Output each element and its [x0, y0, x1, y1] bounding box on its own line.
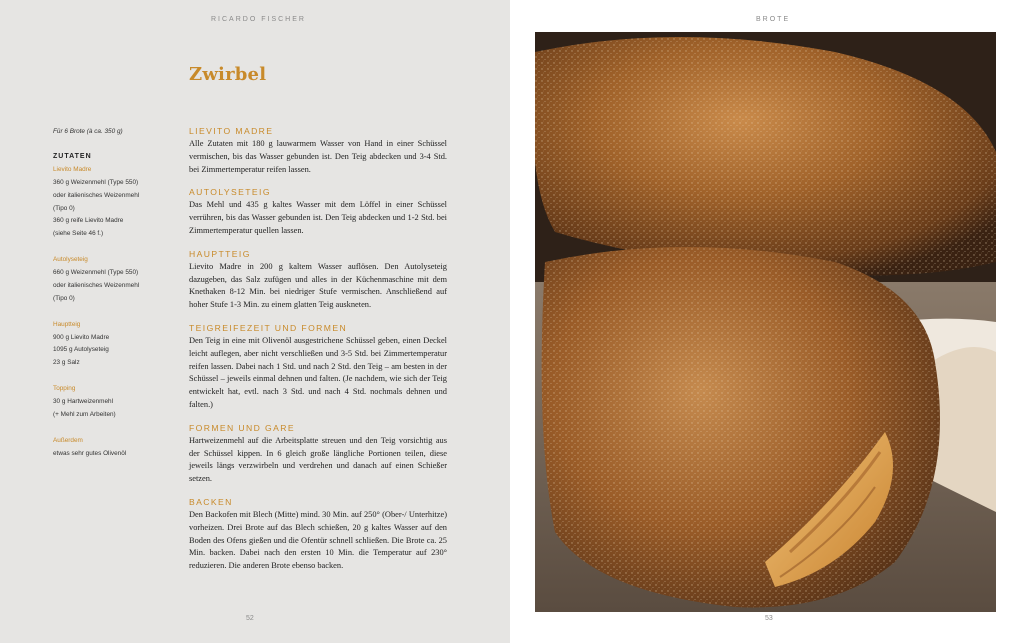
recipe-title: Zwirbel	[189, 64, 267, 85]
ingredient-line: 660 g Weizenmehl (Type 550)	[53, 269, 139, 277]
page-number-right: 53	[765, 615, 773, 622]
step-title: TEIGREIFEZEIT UND FORMEN	[189, 322, 348, 333]
running-head-author: RICARDO FISCHER	[211, 16, 306, 23]
step-text: Den Backofen mit Blech (Mitte) mind. 30 Min. auf 250° (Ober-/ Unterhitze) vorheizen. Drei Brote auf das Blech schießen, 20 g kaltes Wasser auf den Boden des Ofens gießen und die Ofentür schnell schließen. Die Brote ca. 25 Min. backen. Dabei nach den ersten 10 Min. die Temperatur auf 230° reduzieren. Die anderen Brote ebenso backen.	[189, 509, 447, 571]
step-title: HAUPTTEIG	[189, 248, 251, 259]
recipe-yield: Für 6 Brote (à ca. 350 g)	[53, 128, 123, 135]
running-head-section: BROTE	[756, 16, 791, 23]
step-title: AUTOLYSETEIG	[189, 187, 271, 198]
ingredient-line: 1095 g Autolyseteig	[53, 346, 109, 354]
ingredient-group	[53, 319, 173, 371]
step-text: Lievito Madre in 200 g kaltem Wasser auflösen. Den Autolyseteig dazugeben, das Salz zufügen und alles in der Küchenmaschine mit dem Knethaken 8-12 Min. bei niedriger Stufe vermischen. Anschließend auf hoher Stufe 1-3 Min. zu einem glatten Teig auskneten.	[189, 261, 447, 310]
ingredient-line: (Tipo 0)	[53, 204, 75, 212]
method-steps	[189, 126, 447, 584]
ingredient-group	[53, 254, 173, 306]
ingredient-group-title: Außerdem	[53, 436, 83, 444]
ingredient-line: etwas sehr gutes Olivenöl	[53, 449, 127, 457]
ingredient-list	[53, 126, 173, 473]
ingredient-line: 360 g Weizenmehl (Type 550)	[53, 178, 139, 186]
bread-illustration	[535, 32, 996, 612]
ingredients-heading: ZUTATEN	[53, 152, 92, 160]
method-step	[189, 323, 447, 412]
ingredient-line: 360 g reife Lievito Madre	[53, 217, 124, 225]
ingredient-line: (+ Mehl zum Arbeiten)	[53, 410, 116, 418]
page-number-left: 52	[246, 615, 254, 622]
ingredient-line: 23 g Salz	[53, 359, 80, 367]
ingredient-groups	[53, 164, 173, 461]
step-title: BACKEN	[189, 496, 233, 507]
step-text: Hartweizenmehl auf die Arbeitsplatte streuen und den Teig vorsichtig aus der Schüssel kippen. In 6 gleich große längliche Portionen teilen, diese jeweils längs verzwirbeln und verdrehen und danach auf einen Schießer setzen.	[189, 435, 447, 484]
ingredient-line: oder italienisches Weizenmehl	[53, 281, 140, 289]
ingredient-group	[53, 164, 173, 241]
method-step	[189, 187, 447, 237]
ingredient-group-title: Autolyseteig	[53, 256, 88, 264]
step-title: FORMEN UND GARE	[189, 422, 295, 433]
bread-photo	[535, 32, 996, 612]
step-title: LIEVITO MADRE	[189, 126, 274, 136]
ingredient-line: (siehe Seite 46 f.)	[53, 230, 104, 238]
method-step	[189, 249, 447, 312]
ingredient-group-title: Hauptteig	[53, 320, 81, 328]
step-text: Das Mehl und 435 g kaltes Wasser mit dem Löffel in einer Schüssel verrühren, bis das Wasser gebunden ist. Den Teig abdecken und 1-2 Std. bei Zimmertemperatur quellen lassen.	[189, 200, 447, 235]
method-step	[189, 423, 447, 486]
ingredient-line: 900 g Lievito Madre	[53, 333, 110, 341]
ingredient-line: 30 g Hartweizenmehl	[53, 398, 114, 406]
ingredient-group-title: Topping	[53, 385, 76, 393]
ingredient-group	[53, 435, 173, 461]
step-text: Alle Zutaten mit 180 g lauwarmem Wasser von Hand in einer Schüssel vermischen, bis das Wasser gebunden ist. Den Teig abdecken und 3-4 Std. bei Zimmertemperatur reifen lassen.	[189, 139, 447, 174]
method-step	[189, 126, 447, 176]
ingredient-line: (Tipo 0)	[53, 294, 75, 302]
ingredient-line: oder italienisches Weizenmehl	[53, 191, 140, 199]
ingredient-group-title: Lievito Madre	[53, 165, 92, 173]
ingredient-group	[53, 383, 173, 422]
step-text: Den Teig in eine mit Olivenöl ausgestrichene Schüssel geben, einen Deckel leicht auflegen, aber nicht verschließen und 3-5 Std. bei Zimmertemperatur reifen lassen. Dabei nach 1 Std. und nach 2 Std. den Teig – am besten in der Schüssel – jeweils einmal dehnen und falten. (Je nachdem, wie sich der Teig entwickelt hat, evtl. nach 3 Std. und nach 4 Std. nochmals dehnen und falten.)	[189, 335, 447, 409]
method-step	[189, 497, 447, 573]
